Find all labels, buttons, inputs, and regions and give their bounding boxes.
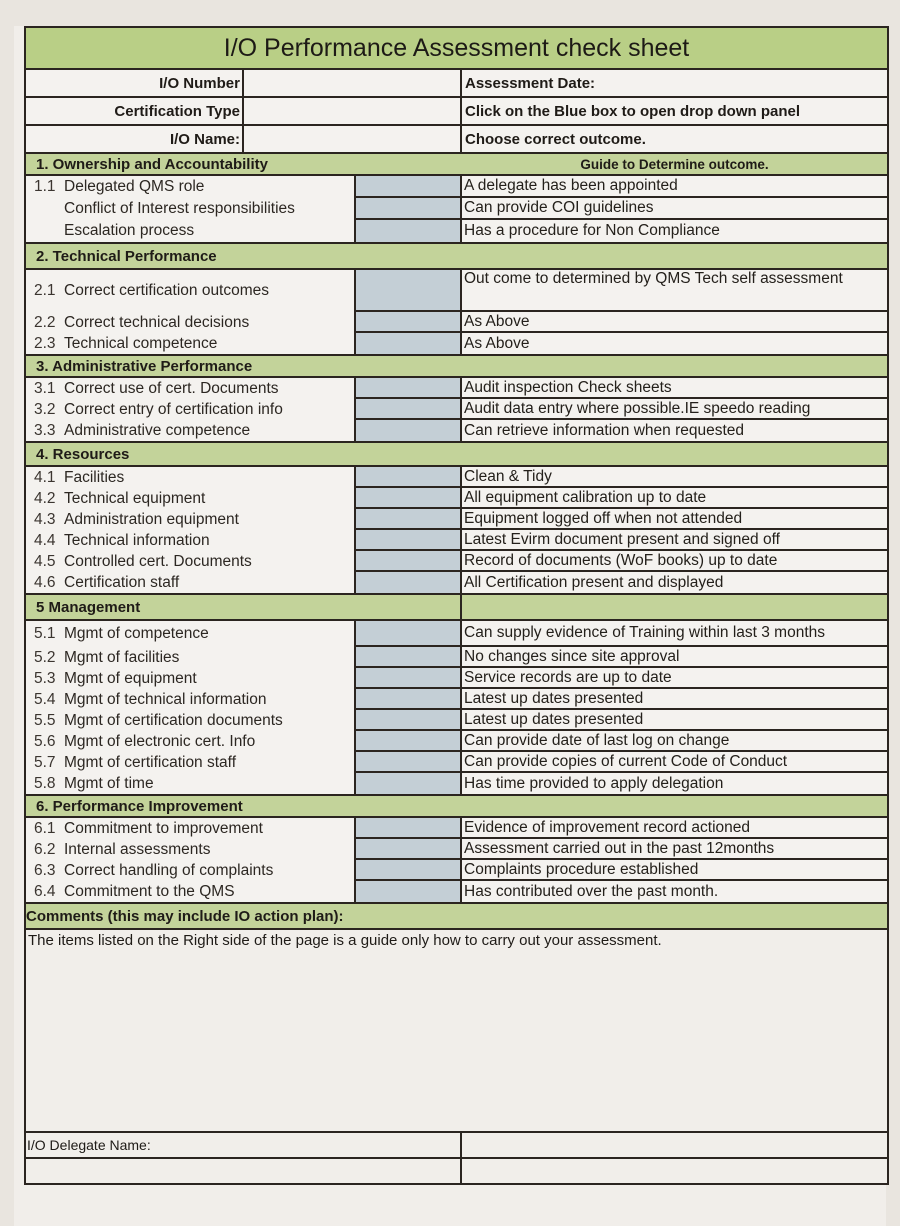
outcome-dropdown[interactable] (356, 773, 460, 794)
item-row (26, 773, 354, 794)
item-row (26, 752, 354, 773)
info-row-io-number (26, 70, 887, 98)
item-label: Conflict of Interest responsibilities (64, 200, 295, 217)
guide-text: As Above (462, 312, 887, 333)
guide-column (462, 818, 887, 902)
outcome-dropdown[interactable] (356, 818, 460, 839)
item-number: 3.2 (34, 400, 56, 418)
item-label: Escalation process (64, 222, 195, 239)
guide-column (462, 621, 887, 794)
section-4-header (26, 443, 887, 467)
outcome-dropdown[interactable] (356, 551, 460, 572)
outcome-dropdown[interactable] (356, 509, 460, 530)
guide-text: Out come to determined by QMS Tech self assessment (462, 270, 887, 312)
item-label: Mgmt of electronic cert. Info (64, 732, 256, 750)
outcome-dropdown[interactable] (356, 270, 460, 312)
items-column (26, 378, 356, 441)
delegate-name-label: I/O Delegate Name: (26, 1133, 462, 1157)
item-label: Certification staff (64, 573, 180, 591)
item-row (26, 860, 354, 881)
outcome-column (356, 378, 462, 441)
item-label: Facilities (64, 468, 125, 486)
section-2-body (26, 270, 887, 356)
outcome-dropdown[interactable] (356, 860, 460, 881)
item-row (26, 420, 354, 441)
item-row (26, 176, 354, 198)
item-row (26, 689, 354, 710)
guide-text: All equipment calibration up to date (462, 488, 887, 509)
item-row (26, 668, 354, 689)
section-title: 1. Ownership and Accountability (36, 155, 268, 173)
outcome-column (356, 467, 462, 593)
outcome-dropdown[interactable] (356, 420, 460, 441)
item-label: Technical equipment (64, 489, 206, 507)
sheet-title: I/O Performance Assessment check sheet (26, 28, 887, 70)
items-column (26, 621, 356, 794)
item-label: Mgmt of facilities (64, 648, 180, 666)
item-row (26, 467, 354, 488)
guide-text: No changes since site approval (462, 647, 887, 668)
item-row (26, 710, 354, 731)
item-number: 5.8 (34, 774, 56, 792)
guide-text: Assessment carried out in the past 12months (462, 839, 887, 860)
guide-text: Complaints procedure established (462, 860, 887, 881)
guide-column (462, 467, 887, 593)
item-number: 6.1 (34, 819, 56, 837)
section-3-body (26, 378, 887, 443)
outcome-dropdown[interactable] (356, 839, 460, 860)
item-row (26, 509, 354, 530)
comments-header: Comments (this may include IO action plan): (26, 904, 887, 930)
assessment-date-label: Assessment Date: (465, 74, 596, 92)
guide-text: Evidence of improvement record actioned (462, 818, 887, 839)
items-column (26, 467, 356, 593)
item-number: 6.2 (34, 840, 56, 858)
item-row (26, 270, 354, 312)
item-label: Mgmt of technical information (64, 690, 267, 708)
guide-text: Service records are up to date (462, 668, 887, 689)
item-row (26, 731, 354, 752)
guide-column (462, 176, 887, 242)
item-number: 4.4 (34, 531, 56, 549)
item-label: Delegated QMS role (64, 178, 205, 195)
outcome-column (356, 621, 462, 794)
outcome-dropdown[interactable] (356, 731, 460, 752)
outcome-dropdown[interactable] (356, 488, 460, 509)
outcome-dropdown[interactable] (356, 312, 460, 333)
item-number: 5.2 (34, 648, 56, 666)
outcome-dropdown[interactable] (356, 530, 460, 551)
outcome-dropdown[interactable] (356, 333, 460, 354)
item-label: Correct use of cert. Documents (64, 379, 279, 397)
outcome-dropdown[interactable] (356, 399, 460, 420)
guide-text: Latest Evirm document present and signed off (462, 530, 887, 551)
guide-text: Can supply evidence of Training within last 3 months (462, 621, 887, 647)
guide-text: Has a procedure for Non Compliance (464, 222, 720, 239)
item-row (26, 312, 354, 333)
item-row (26, 333, 354, 354)
signature-row (26, 1159, 887, 1183)
item-label: Administrative competence (64, 421, 251, 439)
outcome-dropdown[interactable] (356, 752, 460, 773)
item-number: 5.3 (34, 669, 56, 687)
outcome-column (356, 818, 462, 902)
outcome-dropdown[interactable] (356, 467, 460, 488)
guide-column (462, 378, 887, 441)
item-number: 5.4 (34, 690, 56, 708)
item-number: 5.5 (34, 711, 56, 729)
io-number-label: I/O Number (26, 70, 244, 96)
item-label: Internal assessments (64, 840, 211, 858)
guide-text: A delegate has been appointed (462, 176, 887, 198)
item-number: 4.3 (34, 510, 56, 528)
item-label: Mgmt of competence (64, 625, 209, 642)
item-row (26, 839, 354, 860)
item-label: Technical competence (64, 334, 218, 352)
item-label: Mgmt of time (64, 774, 154, 792)
item-label: Administration equipment (64, 510, 239, 528)
items-column (26, 818, 356, 902)
section-1-header (26, 154, 887, 176)
outcome-column (356, 270, 462, 354)
item-label: Technical information (64, 531, 210, 549)
instruction-dropdown-note: Click on the Blue box to open drop down panel (465, 102, 801, 120)
delegate-name-field[interactable] (462, 1133, 887, 1157)
item-label: Correct handling of complaints (64, 861, 274, 879)
item-row (26, 818, 354, 839)
item-label: Controlled cert. Documents (64, 552, 252, 570)
item-row (26, 378, 354, 399)
guide-column-header: Guide to Determine outcome. (580, 156, 769, 172)
guide-text: Can provide COI guidelines (462, 198, 887, 220)
io-name-field[interactable] (244, 126, 462, 152)
outcome-dropdown[interactable] (356, 621, 460, 647)
delegate-name-row (26, 1133, 887, 1159)
outcome-dropdown[interactable] (356, 668, 460, 689)
section-5-header (26, 595, 887, 621)
assessment-check-sheet (24, 26, 889, 1185)
item-number: 2.1 (34, 282, 56, 299)
certification-type-label: Certification Type (26, 98, 244, 124)
items-column (26, 270, 356, 354)
guide-text: All Certification present and displayed (464, 573, 724, 591)
item-label: Correct entry of certification info (64, 400, 283, 418)
outcome-dropdown[interactable] (356, 647, 460, 668)
item-number: 6.3 (34, 861, 56, 879)
info-row-io-name (26, 126, 887, 154)
item-row (26, 881, 354, 902)
item-number: 5.1 (34, 625, 56, 642)
guide-text: Can provide date of last log on change (462, 731, 887, 752)
section-title: 6. Performance Improvement (36, 797, 243, 815)
guide-text: Latest up dates presented (462, 710, 887, 731)
guide-text: Latest up dates presented (462, 689, 887, 710)
guide-text: Can retrieve information when requested (464, 421, 745, 439)
paper-page (14, 26, 886, 1226)
outcome-dropdown[interactable] (356, 220, 460, 242)
item-row (26, 647, 354, 668)
item-number: 2.2 (34, 313, 56, 331)
outcome-dropdown[interactable] (356, 881, 460, 902)
item-number: 4.2 (34, 489, 56, 507)
item-label: Correct technical decisions (64, 313, 250, 331)
section-title: 4. Resources (36, 445, 130, 463)
comments-field[interactable]: The items listed on the Right side of the page is a guide only how to carry out your assessment. (26, 930, 887, 1133)
outcome-dropdown[interactable] (356, 198, 460, 220)
item-row (26, 220, 354, 242)
item-row (26, 399, 354, 420)
items-column (26, 176, 356, 242)
item-label: Mgmt of certification staff (64, 753, 236, 771)
outcome-dropdown[interactable] (356, 176, 460, 198)
guide-text: Can provide copies of current Code of Conduct (462, 752, 887, 773)
item-number: 3.1 (34, 379, 56, 397)
item-label: Mgmt of equipment (64, 669, 197, 687)
io-name-label: I/O Name: (26, 126, 244, 152)
guide-text: Audit data entry where possible.IE speedo reading (462, 399, 887, 420)
certification-type-field[interactable] (244, 98, 462, 124)
item-row (26, 530, 354, 551)
signature-label (26, 1159, 462, 1183)
item-label: Mgmt of certification documents (64, 711, 283, 729)
io-number-field[interactable] (244, 70, 462, 96)
outcome-column (356, 176, 462, 242)
item-number: 4.6 (34, 573, 56, 591)
section-6-body (26, 818, 887, 904)
item-number: 4.1 (34, 468, 56, 486)
outcome-dropdown[interactable] (356, 378, 460, 399)
item-number: 6.4 (34, 882, 56, 900)
item-number: 5.7 (34, 753, 56, 771)
outcome-dropdown[interactable] (356, 572, 460, 593)
item-number: 1.1 (34, 178, 56, 195)
guide-text: Has contributed over the past month. (464, 882, 719, 900)
guide-text: Equipment logged off when not attended (462, 509, 887, 530)
item-number: 5.6 (34, 732, 56, 750)
section-5-body (26, 621, 887, 796)
section-3-header (26, 356, 887, 378)
guide-column (462, 270, 887, 354)
item-label: Commitment to the QMS (64, 882, 235, 900)
item-row (26, 488, 354, 509)
item-row (26, 621, 354, 647)
guide-text: As Above (464, 334, 530, 352)
section-2-header (26, 244, 887, 270)
item-label: Commitment to improvement (64, 819, 263, 837)
item-number: 4.5 (34, 552, 56, 570)
section-title: 5 Management (26, 595, 462, 619)
instruction-outcome-note: Choose correct outcome. (465, 130, 646, 148)
item-row (26, 572, 354, 593)
outcome-dropdown[interactable] (356, 710, 460, 731)
section-title: 3. Administrative Performance (36, 357, 253, 375)
section-title: 2. Technical Performance (36, 247, 217, 265)
signature-field[interactable] (462, 1159, 887, 1183)
item-label: Correct certification outcomes (64, 282, 270, 299)
outcome-dropdown[interactable] (356, 689, 460, 710)
guide-text: Clean & Tidy (462, 467, 887, 488)
section-6-header (26, 796, 887, 818)
item-row (26, 198, 354, 220)
section-1-body (26, 176, 887, 244)
guide-text: Audit inspection Check sheets (462, 378, 887, 399)
item-number: 3.3 (34, 421, 56, 439)
info-row-certification-type (26, 98, 887, 126)
guide-text: Has time provided to apply delegation (464, 774, 724, 792)
guide-text: Record of documents (WoF books) up to date (462, 551, 887, 572)
section-4-body (26, 467, 887, 595)
item-row (26, 551, 354, 572)
item-number: 2.3 (34, 334, 56, 352)
